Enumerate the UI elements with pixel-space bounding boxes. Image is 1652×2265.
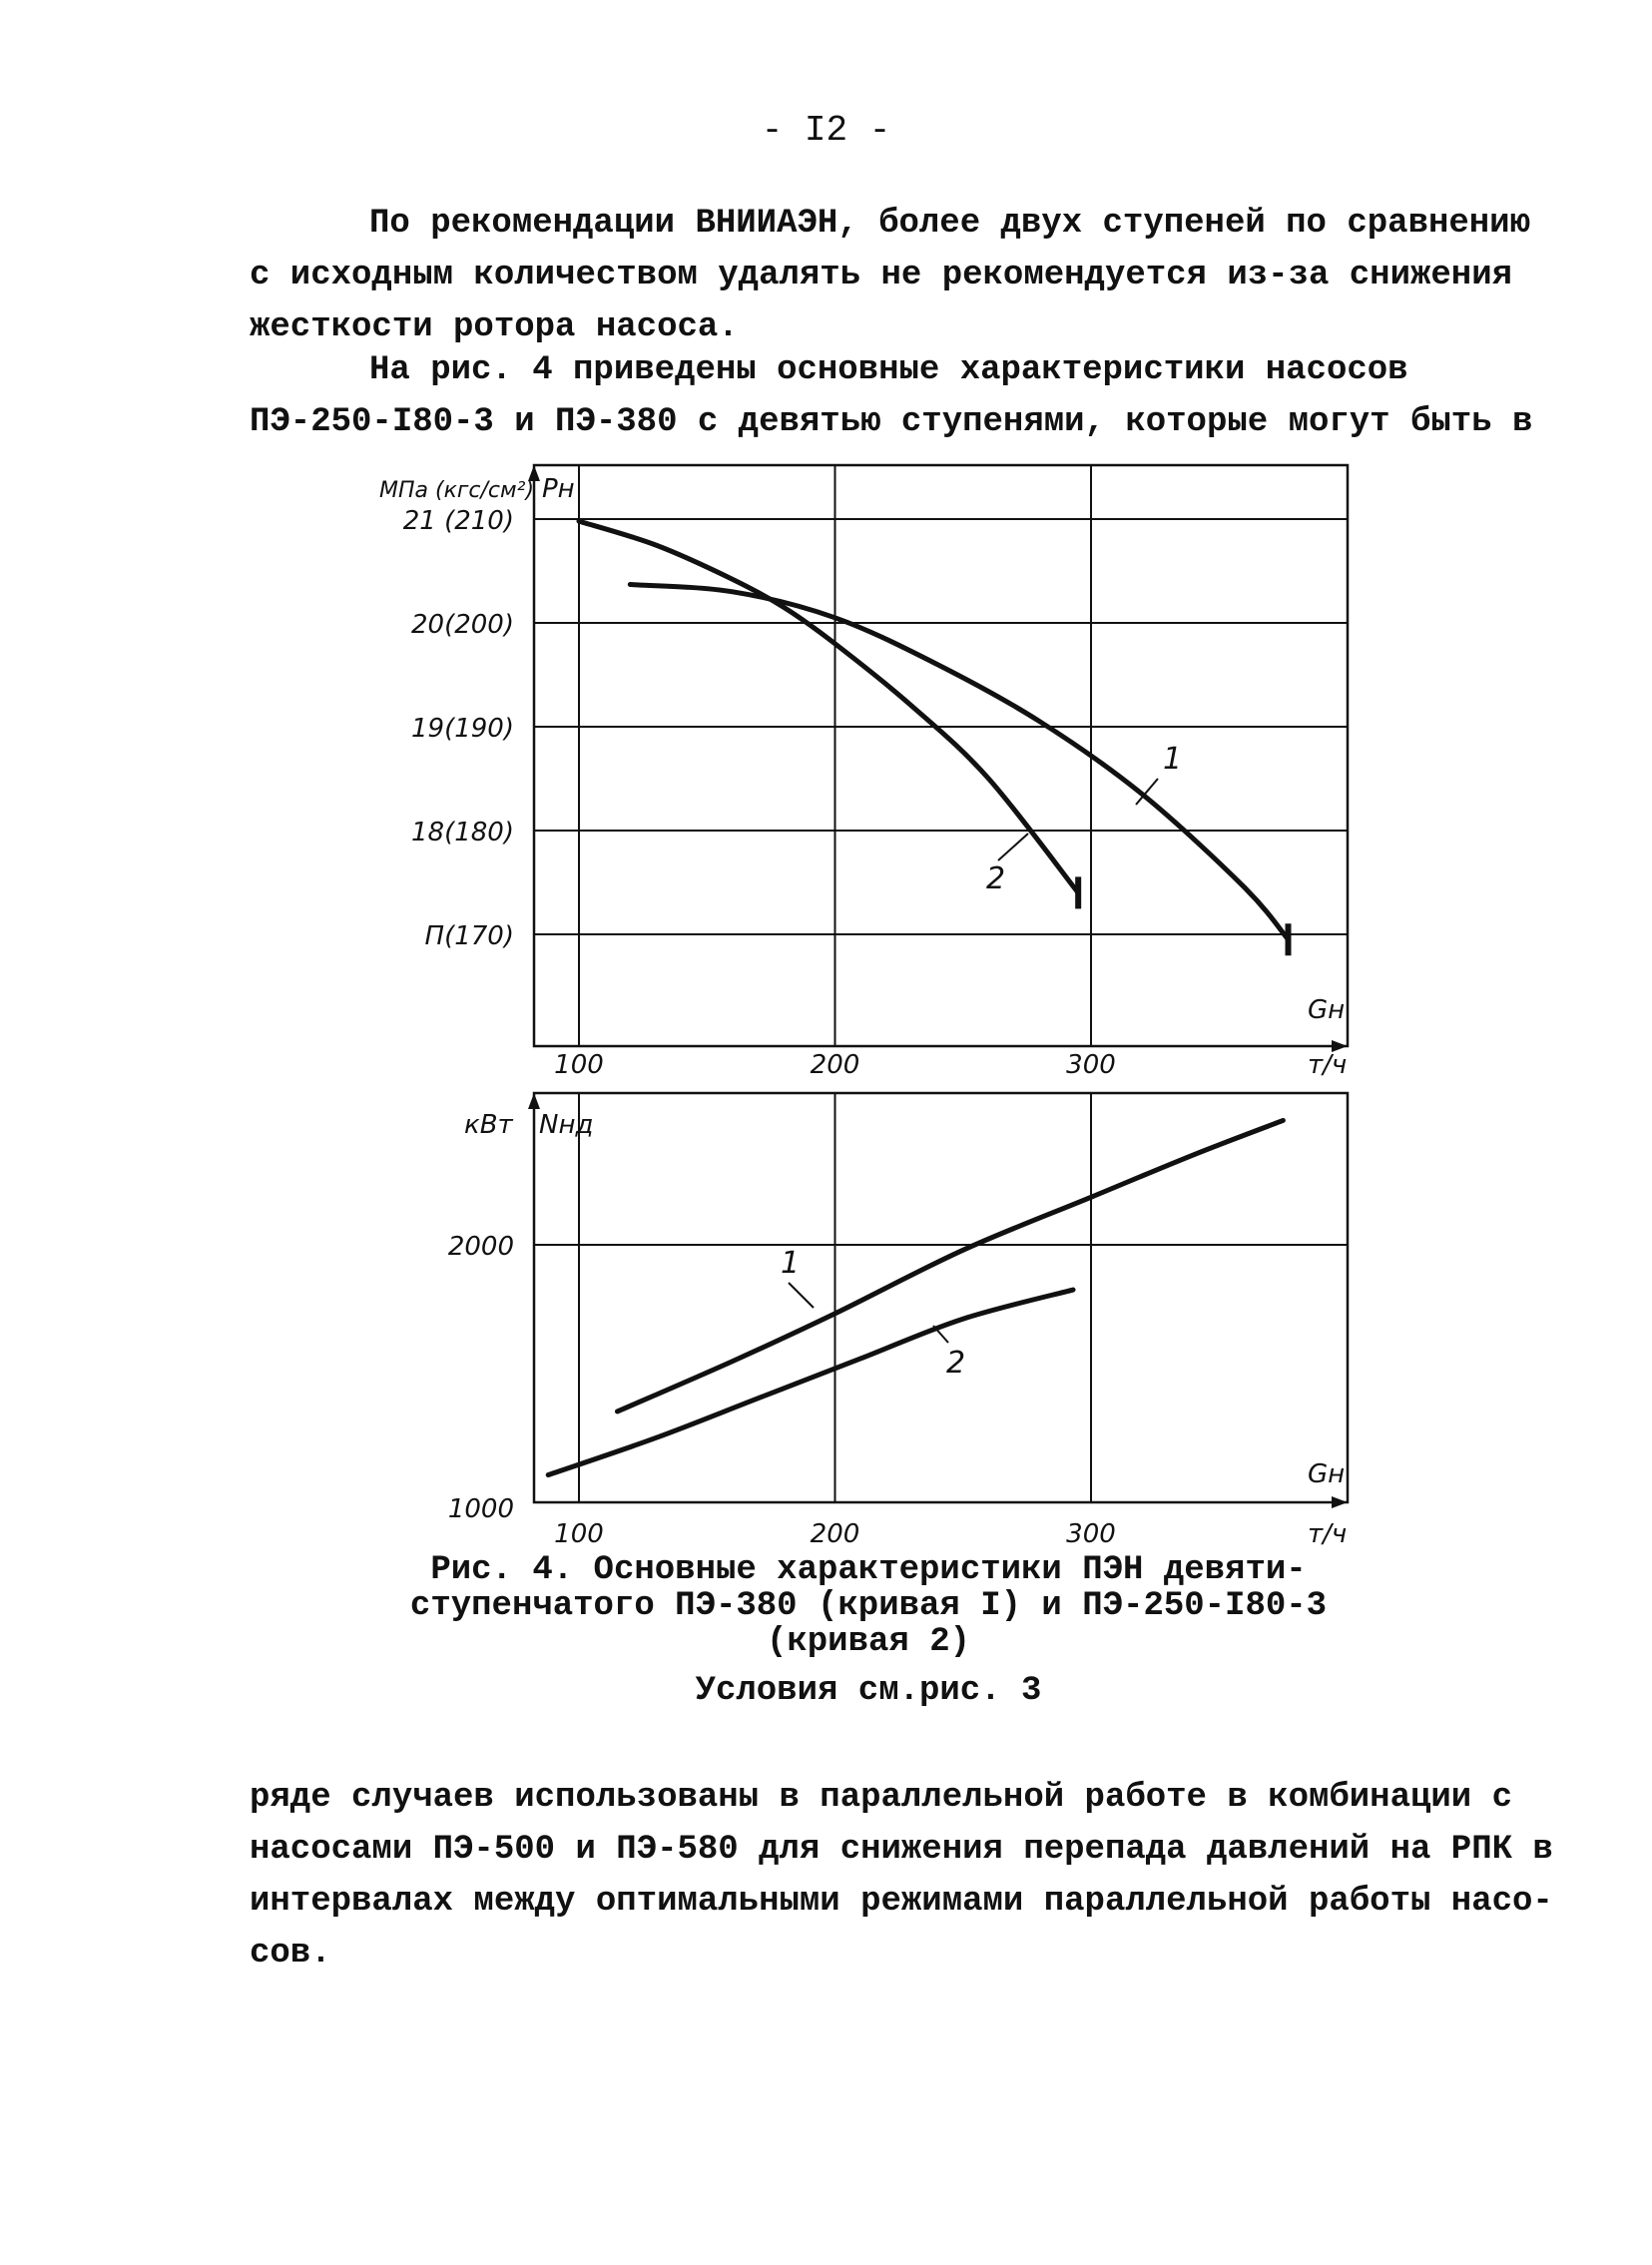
- y-axis-arrow: [528, 1093, 540, 1109]
- y-tick-label: П(170): [424, 921, 514, 951]
- paragraph-line: ПЭ-250-I80-3 и ПЭ-380 с девятью ступенями, которые могут быть в: [250, 403, 1533, 441]
- x-axis-arrow: [1332, 1496, 1348, 1508]
- x-unit-label: т/ч: [1308, 1050, 1348, 1080]
- figure-conditions: Условия см.рис. 3: [695, 1672, 1042, 1710]
- y-tick-label: 2000: [447, 1232, 514, 1262]
- paragraph-line: По рекомендации ВНИИАЭН, более двух ступеней по сравнению: [369, 205, 1530, 243]
- x-tick-label: 300: [1066, 1519, 1116, 1549]
- y-tick-label: 18(180): [411, 818, 514, 848]
- x-tick-label: 100: [554, 1519, 604, 1549]
- curve-label-1: 1: [781, 1246, 801, 1281]
- caption-line: (кривая 2): [766, 1623, 971, 1661]
- x-unit-label: т/ч: [1308, 1519, 1348, 1549]
- x-tick-label: 200: [810, 1519, 860, 1549]
- caption-line: Рис. 4. Основные характеристики ПЭН девяти-: [430, 1551, 1307, 1589]
- paragraph-line: На рис. 4 приведены основные характеристики насосов: [369, 351, 1408, 389]
- curve-label-1: 1: [1163, 742, 1183, 777]
- y-tick-label: 19(190): [411, 714, 514, 744]
- page-number: - I2 -: [761, 110, 891, 151]
- y-tick-label: 20(200): [411, 610, 514, 640]
- plot-frame: [534, 1093, 1348, 1502]
- series-2-line: [579, 521, 1078, 892]
- paragraph-line: насосами ПЭ-500 и ПЭ-580 для снижения перепада давлений на РПК в: [250, 1831, 1553, 1869]
- paragraph-line: жесткости ротора насоса.: [250, 308, 739, 346]
- curve-label-2-leader: [998, 834, 1028, 860]
- y-unit-label: МПа (кгс/см²): [379, 478, 535, 503]
- paragraph-line: сов.: [250, 1935, 331, 1973]
- x-tick-label: 200: [810, 1050, 860, 1080]
- y-axis-label: Pн: [542, 474, 575, 504]
- paragraph-line: ряде случаев использованы в параллельной работе в комбинации с: [250, 1779, 1513, 1817]
- x-axis-label: Gн: [1308, 1459, 1346, 1489]
- x-tick-label: 100: [554, 1050, 604, 1080]
- x-tick-label: 300: [1066, 1050, 1116, 1080]
- figure-caption: [250, 1552, 1487, 1660]
- paragraph-line: с исходным количеством удалять не рекомендуется из-за снижения: [250, 257, 1513, 294]
- caption-line: ступенчатого ПЭ-380 (кривая I) и ПЭ-250-I80-3: [409, 1587, 1328, 1625]
- x-axis-label: Gн: [1308, 995, 1346, 1025]
- y-tick-label: 21 (210): [402, 506, 514, 536]
- y-axis-label: Nнд: [539, 1110, 594, 1140]
- series-2-line: [548, 1290, 1073, 1475]
- y-unit-label: кВт: [464, 1110, 513, 1140]
- y-tick-label: 1000: [447, 1494, 514, 1524]
- curve-label-2: 2: [946, 1346, 966, 1381]
- curve-label-2: 2: [986, 861, 1006, 896]
- paragraph-line: интервалах между оптимальными режимами параллельной работы насо-: [250, 1883, 1553, 1921]
- paragraph-3: [250, 1772, 1553, 1980]
- pressure-chart: [379, 465, 1348, 1080]
- power-chart: [448, 1093, 1348, 1549]
- plot-frame: [534, 465, 1348, 1046]
- curve-label-1-leader: [789, 1283, 814, 1308]
- series-1-line: [630, 585, 1288, 940]
